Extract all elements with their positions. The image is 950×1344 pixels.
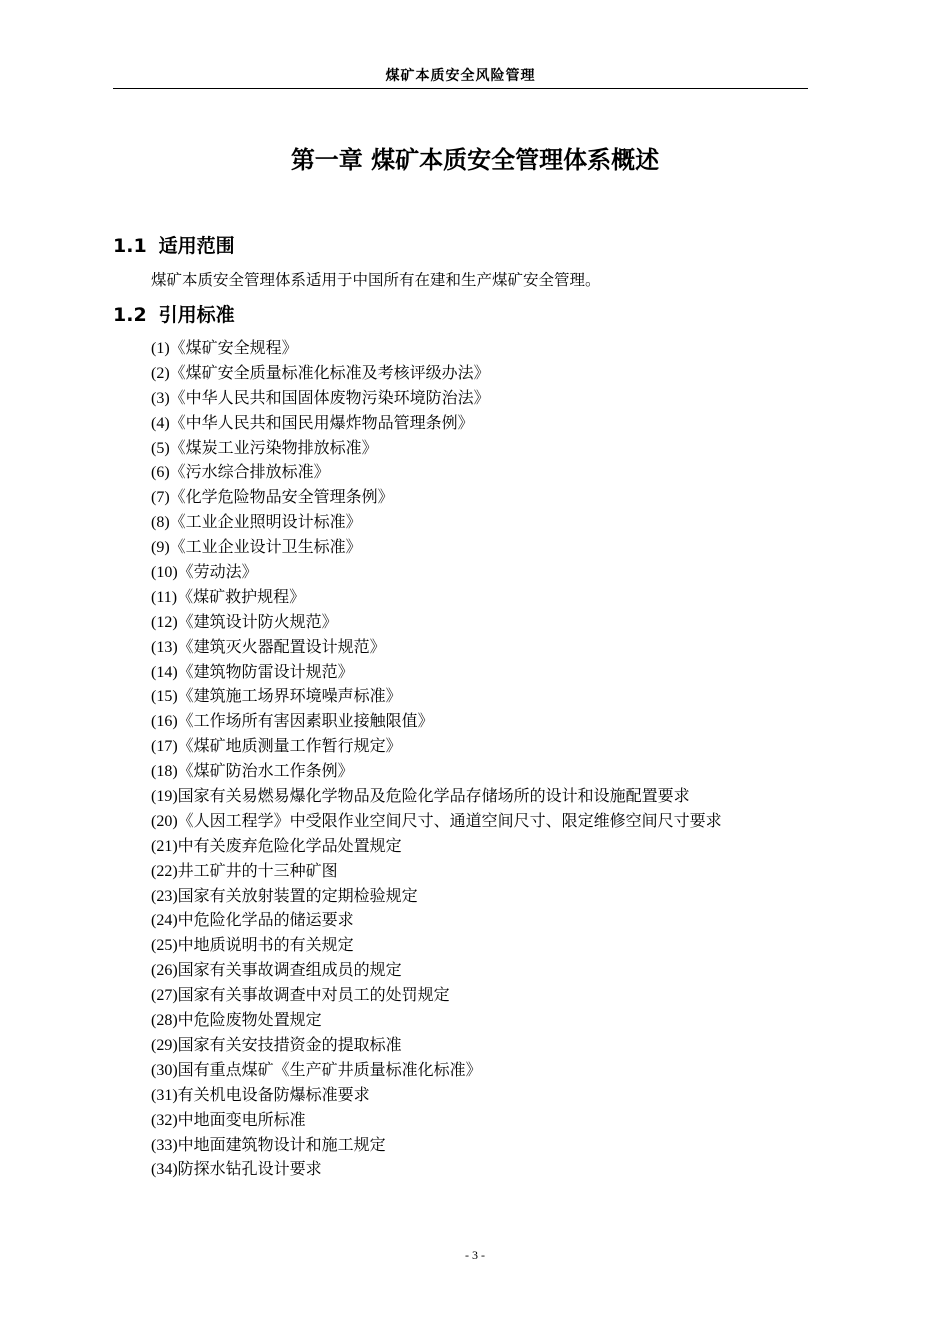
section-title: 引用标准 (158, 304, 235, 326)
list-item: (17)《煤矿地质测量工作暂行规定》 (151, 738, 402, 756)
page-number: - 3 - (465, 1248, 485, 1262)
header-divider (113, 88, 808, 89)
list-item: (32)中地面变电所标准 (151, 1111, 306, 1129)
list-item: (26)国家有关事故调查组成员的规定 (151, 962, 402, 980)
list-item: (10)《劳动法》 (151, 564, 258, 582)
running-header: 煤矿本质安全风险管理 (385, 68, 536, 84)
section-heading-references (113, 302, 235, 328)
list-item: (6)《污水综合排放标准》 (151, 464, 330, 482)
list-item: (16)《工作场所有害因素职业接触限值》 (151, 713, 434, 731)
list-item: (5)《煤炭工业污染物排放标准》 (151, 439, 378, 457)
section-title: 适用范围 (158, 235, 235, 257)
list-item: (20)《人因工程学》中受限作业空间尺寸、通道空间尺寸、限定维修空间尺寸要求 (151, 812, 722, 830)
list-item: (28)中危险废物处置规定 (151, 1012, 322, 1030)
section-number: 1.1 (113, 235, 147, 257)
list-item: (34)防探水钻孔设计要求 (151, 1161, 322, 1179)
list-item: (23)国家有关放射装置的定期检验规定 (151, 887, 418, 905)
list-item: (29)国家有关安技措资金的提取标准 (151, 1036, 402, 1054)
section-number: 1.2 (113, 304, 147, 326)
list-item: (30)国有重点煤矿《生产矿井质量标准化标准》 (151, 1061, 482, 1079)
list-item: (19)国家有关易燃易爆化学物品及危险化学品存储场所的设计和设施配置要求 (151, 788, 690, 806)
list-item: (9)《工业企业设计卫生标准》 (151, 539, 362, 557)
list-item: (27)国家有关事故调查中对员工的处罚规定 (151, 987, 450, 1005)
scope-paragraph: 煤矿本质安全管理体系适用于中国所有在建和生产煤矿安全管理。 (151, 271, 601, 289)
list-item: (25)中地质说明书的有关规定 (151, 937, 354, 955)
list-item: (33)中地面建筑物设计和施工规定 (151, 1136, 386, 1154)
reference-standards-list (151, 337, 722, 1183)
list-item: (7)《化学危险物品安全管理条例》 (151, 489, 394, 507)
list-item: (24)中危险化学品的储运要求 (151, 912, 354, 930)
list-item: (14)《建筑物防雷设计规范》 (151, 663, 354, 681)
list-item: (15)《建筑施工场界环境噪声标准》 (151, 688, 402, 706)
list-item: (8)《工业企业照明设计标准》 (151, 514, 362, 532)
list-item: (12)《建筑设计防火规范》 (151, 613, 338, 631)
chapter-title: 第一章 煤矿本质安全管理体系概述 (290, 146, 660, 174)
list-item: (4)《中华人民共和国民用爆炸物品管理条例》 (151, 414, 474, 432)
list-item: (22)井工矿井的十三种矿图 (151, 862, 338, 880)
list-item: (31)有关机电设备防爆标准要求 (151, 1086, 370, 1104)
list-item: (18)《煤矿防治水工作条例》 (151, 763, 354, 781)
list-item: (3)《中华人民共和国固体废物污染环境防治法》 (151, 389, 490, 407)
section-heading-scope (113, 233, 235, 259)
list-item: (2)《煤矿安全质量标准化标准及考核评级办法》 (151, 364, 490, 382)
list-item: (11)《煤矿救护规程》 (151, 588, 306, 606)
list-item: (1)《煤矿安全规程》 (151, 340, 298, 357)
list-item: (13)《建筑灭火器配置设计规范》 (151, 638, 386, 656)
list-item: (21)中有关废弃危险化学品处置规定 (151, 837, 402, 855)
